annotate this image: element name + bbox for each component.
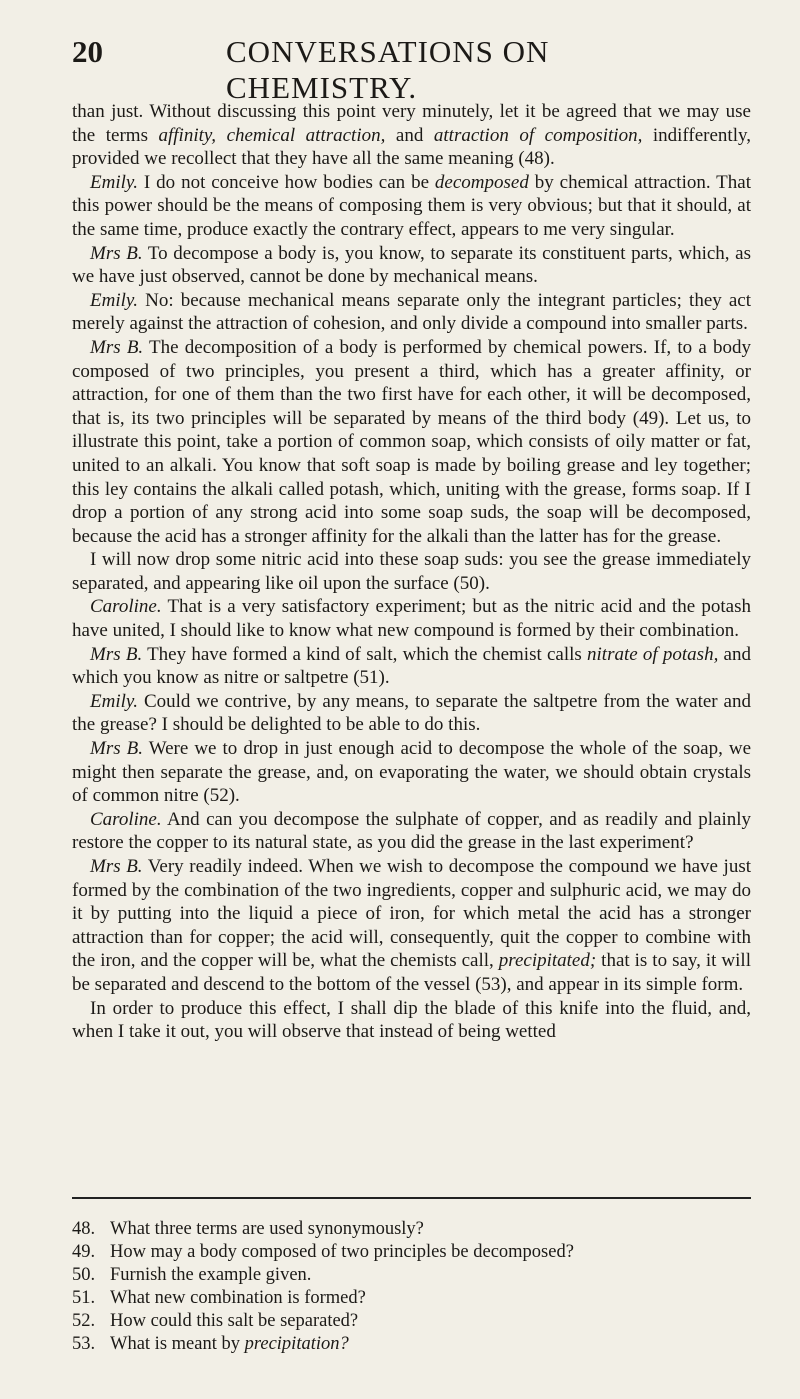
question-item [72, 1287, 751, 1310]
question-text [110, 1218, 424, 1241]
paragraph-text: To decompose a body is, you know, to separate its constituent parts, which, as we have just observed, cannot be done by mechanical means. [72, 242, 751, 288]
paragraph [72, 336, 751, 548]
speaker-name: Mrs B. [90, 856, 143, 877]
question-item [72, 1241, 751, 1264]
question-text-content: Furnish the example given. [110, 1265, 312, 1285]
speaker-name: Emily. [90, 171, 139, 193]
emphasis-text: attraction of composition, [433, 124, 643, 146]
paragraph [72, 855, 751, 997]
paragraph-text: that is to say, it will be separated and descend to the bottom of the vessel (53), and appear in its simple form. [72, 950, 751, 995]
paragraph-text: They have formed a kind of salt, which the chemist calls [142, 643, 588, 665]
emphasis-text: nitrate of potash, [587, 643, 719, 665]
question-text [110, 1241, 574, 1264]
question-number: 52. [72, 1311, 96, 1331]
question-emphasis: precipitation? [244, 1334, 349, 1354]
speaker-name: Mrs B. [90, 738, 144, 760]
question-text-content: What three terms are used synonymously? [110, 1219, 424, 1239]
paragraph-text: and which you know as nitre or saltpetre (51). [72, 643, 751, 689]
paragraph-text: And can you decompose the sulphate of copper, and as readily and plainly restore the copper to its natural state, as you did the grease in the last experiment? [72, 808, 751, 854]
paragraph-text: The decomposition of a body is performed by chemical powers. If, to a body composed of two principles, you present a third, which has a greater affinity, or attraction, for one of them than the two first have for each other, it will be decomposed, that is, its two principles will be separated by means of the third body (49). Let us, to illustrate this point, take a portion of common soap, which consists of oily matter or fat, united to an alkali. You know that soft soap is made by boiling grease and ley together; this ley contains the alkali called potash, which, uniting with the grease, forms soap. If I drop a portion of any strong acid into some soap suds, the soap will be decomposed, because the acid has a stronger affinity for the alkali than the latter has for the grease. [72, 336, 751, 547]
question-number: 49. [72, 1242, 96, 1262]
emphasis-text: affinity, chemical attraction, [158, 124, 386, 146]
question-text-content: How may a body composed of two principles be decomposed? [110, 1242, 574, 1262]
paragraph-text: by chemical attraction. That this power should be the means of composing them is very obvious; but that it should, at the same time, produce exactly the contrary effect, appears to me very singular. [72, 171, 751, 240]
question-text-content: What is meant by [110, 1334, 245, 1354]
question-item [72, 1264, 751, 1287]
paragraph [72, 242, 751, 289]
paragraph-text: than just. Without discussing this point very minutely, let it be agreed that we may use the terms [72, 101, 751, 146]
paragraph [72, 690, 751, 737]
paragraph-text: In order to produce this effect, I shall dip the blade of this knife into the fluid, and, when I take it out, you will observe that instead of being wetted [72, 997, 751, 1043]
paragraph-text: Could we contrive, by any means, to separate the saltpetre from the water and the grease? I should be delighted to be able to do this. [72, 690, 751, 736]
paragraph [72, 289, 751, 336]
running-title: CONVERSATIONS ON CHEMISTRY. [226, 34, 550, 105]
speaker-name: Mrs B. [90, 643, 143, 665]
footnote-rule [72, 1197, 751, 1199]
paragraph [72, 997, 751, 1044]
study-questions [72, 1218, 751, 1356]
paragraph [72, 100, 751, 171]
emphasis-text: precipitated; [498, 950, 597, 972]
speaker-name: Mrs B. [90, 242, 143, 264]
question-number: 51. [72, 1288, 96, 1308]
question-item [72, 1218, 751, 1241]
question-text [110, 1310, 358, 1333]
speaker-name: Emily. [90, 690, 139, 712]
speaker-name: Caroline. [90, 808, 162, 830]
paragraph-text: I do not conceive how bodies can be [138, 171, 435, 193]
paragraph [72, 643, 751, 690]
speaker-name: Emily. [90, 289, 139, 311]
question-number: 50. [72, 1265, 96, 1285]
question-text [110, 1264, 311, 1287]
question-item [72, 1333, 751, 1356]
question-text-content: How could this salt be separated? [110, 1311, 359, 1331]
emphasis-text: decomposed [434, 171, 529, 193]
speaker-name: Caroline. [90, 596, 162, 618]
paragraph-text: I will now drop some nitric acid into these soap suds: you see the grease immediately separated, and appearing like oil upon the surface (50). [72, 549, 751, 594]
question-number: 53. [72, 1334, 96, 1354]
dialogue-text [72, 100, 751, 1044]
question-text-content: What new combination is formed? [110, 1288, 366, 1308]
paragraph-text: Were we to drop in just enough acid to decompose the whole of the soap, we might then separate the grease, and, on evaporating the water, we should obtain crystals of common nitre (52). [72, 738, 751, 807]
question-number: 48. [72, 1219, 96, 1239]
paragraph-text: That is a very satisfactory experiment; but as the nitric acid and the potash have united, I should like to know what new compound is formed by their combination. [72, 596, 751, 642]
paragraph [72, 548, 751, 595]
paragraph [72, 737, 751, 808]
question-text [110, 1333, 349, 1356]
paragraph-text: indifferently, provided we recollect that they have all the same meaning (48). [72, 124, 751, 170]
paragraph-text: Very readily indeed. When we wish to decompose the compound we have just formed by the combination of the two ingredients, copper and sulphuric acid, we may do it by putting into the liquid a piece of iron, for which metal the acid has a stronger attraction than for copper; the acid will, consequently, quit the copper to combine with the iron, and the copper will be, what the chemists call, [72, 856, 751, 972]
question-item [72, 1310, 751, 1333]
paragraph [72, 171, 751, 242]
speaker-name: Mrs B. [90, 336, 144, 358]
paragraph-text: No: because mechanical means separate only the integrant particles; they act merely against the attraction of cohesion, and only divide a compound into smaller parts. [72, 289, 751, 335]
page-header [72, 34, 740, 105]
paragraph [72, 595, 751, 642]
question-text [110, 1287, 366, 1310]
paragraph [72, 808, 751, 855]
paragraph-text: and [385, 124, 434, 146]
page-number: 20 [72, 34, 103, 69]
